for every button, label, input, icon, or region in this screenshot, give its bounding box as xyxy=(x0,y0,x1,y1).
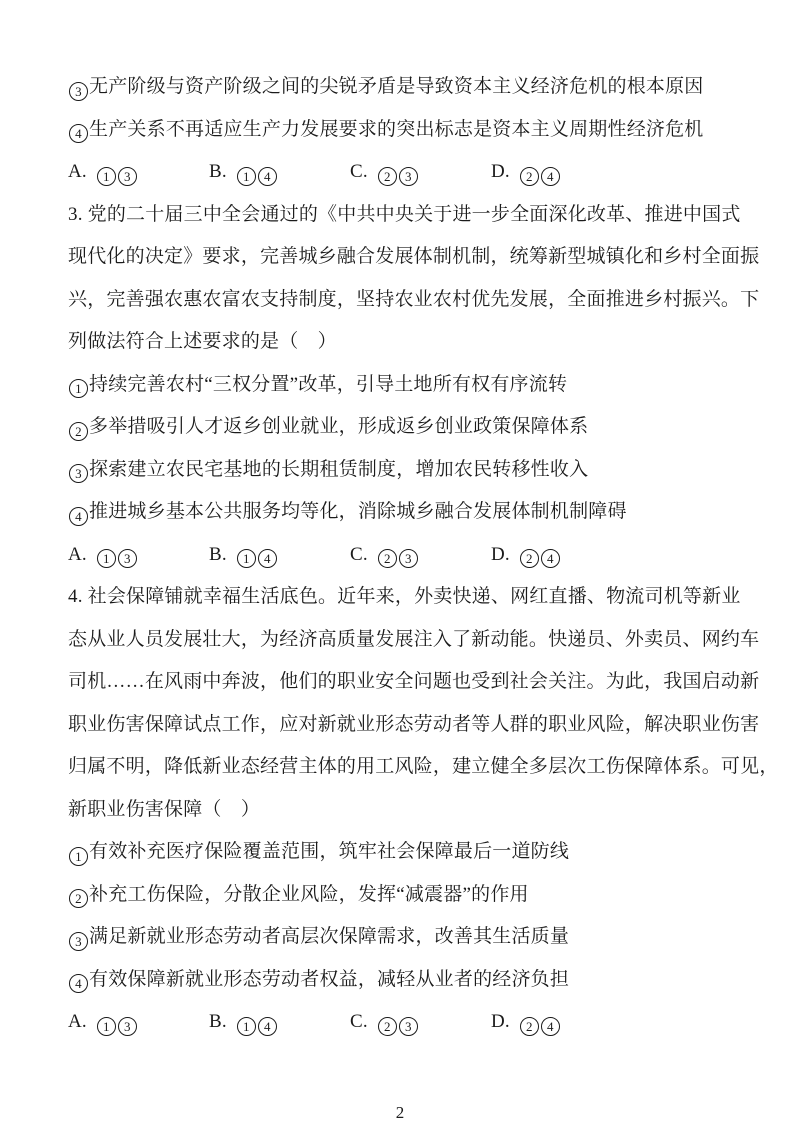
circled-number: 1 xyxy=(97,167,116,186)
choice-label: A. xyxy=(68,543,87,565)
choice-item xyxy=(491,151,561,194)
circled-number: 4 xyxy=(541,1017,560,1036)
circled-number: 1 xyxy=(97,549,116,568)
circled-number: 4 xyxy=(258,549,277,568)
choice-item xyxy=(350,151,491,194)
choice-label: D. xyxy=(491,543,510,565)
circled-number: 2 xyxy=(378,167,397,186)
question-stem-line: 职业伤害保障试点工作，应对新就业形态劳动者等人群的职业风险，解决职业伤害 xyxy=(68,713,760,735)
question-stem-line: 态从业人员发展壮大，为经济高质量发展注入了新动能。快递员、外卖员、网约车 xyxy=(68,628,760,650)
choice-label: D. xyxy=(491,161,510,182)
option-line: 3 无产阶级与资产阶级之间的尖锐矛盾是导致资本主义经济危机的根本原因 xyxy=(68,66,770,109)
exam-content xyxy=(68,66,779,1044)
choice-item xyxy=(209,1001,350,1044)
circled-number: 3 xyxy=(399,549,418,568)
circled-number: 4 xyxy=(69,974,88,993)
page-number: 2 xyxy=(395,1103,405,1122)
choice-label: B. xyxy=(209,543,227,565)
circled-number: 3 xyxy=(69,464,88,483)
choice-item xyxy=(491,534,561,577)
choice-label: C. xyxy=(350,1011,368,1032)
circled-number: 3 xyxy=(69,932,88,951)
circled-number: 2 xyxy=(378,1017,397,1036)
choices-row xyxy=(68,1001,770,1044)
circled-number: 2 xyxy=(378,549,397,568)
circled-number: 2 xyxy=(520,167,539,186)
circled-number: 2 xyxy=(69,422,88,441)
circled-number: 3 xyxy=(69,82,88,101)
choice-label: C. xyxy=(350,543,368,565)
choice-label: D. xyxy=(491,1011,510,1032)
circled-number: 3 xyxy=(399,167,418,186)
choice-item xyxy=(350,1001,491,1044)
question-stem-line: 归属不明，降低新业态经营主体的用工风险，建立健全多层次工伤保障体系。可见， xyxy=(68,756,779,777)
choice-label: A. xyxy=(68,161,87,182)
question-stem-line: 现代化的决定》要求，完善城乡融合发展体制机制，统筹新型城镇化和乡村全面振 xyxy=(68,246,760,267)
circled-number: 1 xyxy=(237,1017,256,1036)
circled-number: 4 xyxy=(541,167,560,186)
question-stem-line: 4. 社会保障铺就幸福生活底色。近年来，外卖快递、网红直播、物流司机等新业 xyxy=(68,586,741,607)
choice-item xyxy=(491,1001,561,1044)
circled-number: 1 xyxy=(69,379,88,398)
option-line: 1 持续完善农村“三权分置”改革，引导土地所有权有序流转 xyxy=(68,364,770,407)
choice-item xyxy=(68,151,209,194)
choice-label: A. xyxy=(68,1011,87,1032)
circled-number: 4 xyxy=(258,1017,277,1036)
option-line: 4 有效保障新就业形态劳动者权益，减轻从业者的经济负担 xyxy=(68,959,770,1002)
option-line: 4 推进城乡基本公共服务均等化，消除城乡融合发展体制机制障碍 xyxy=(68,491,770,534)
question-stem-line: 司机……在风雨中奔波，他们的职业安全问题也受到社会关注。为此，我国启动新 xyxy=(68,671,760,692)
circled-number: 4 xyxy=(69,507,88,526)
choice-label: C. xyxy=(350,161,368,182)
choices-row xyxy=(68,534,770,577)
choice-label: B. xyxy=(209,161,227,182)
circled-number: 4 xyxy=(69,124,88,143)
circled-number: 3 xyxy=(118,549,137,568)
circled-number: 3 xyxy=(118,167,137,186)
option-line: 2 多举措吸引人才返乡创业就业，形成返乡创业政策保障体系 xyxy=(68,406,770,449)
choice-item xyxy=(68,534,209,577)
option-line: 1 有效补充医疗保险覆盖范围，筑牢社会保障最后一道防线 xyxy=(68,831,770,874)
circled-number: 2 xyxy=(520,549,539,568)
question-stem-line: 列做法符合上述要求的是（ ） xyxy=(68,331,337,352)
circled-number: 1 xyxy=(237,549,256,568)
choice-item xyxy=(209,534,350,577)
option-line: 2 补充工伤保险，分散企业风险，发挥“减震器”的作用 xyxy=(68,874,770,917)
circled-number: 2 xyxy=(520,1017,539,1036)
choice-item xyxy=(350,534,491,577)
circled-number: 4 xyxy=(258,167,277,186)
circled-number: 3 xyxy=(118,1017,137,1036)
option-line: 3 探索建立农民宅基地的长期租赁制度，增加农民转移性收入 xyxy=(68,449,770,492)
question-stem-line: 3. 党的二十届三中全会通过的《中共中央关于进一步全面深化改革、推进中国式 xyxy=(68,203,741,225)
question-stem-line: 新职业伤害保障（ ） xyxy=(68,798,261,820)
circled-number: 1 xyxy=(69,847,88,866)
choice-item xyxy=(209,151,350,194)
choice-label: B. xyxy=(209,1011,227,1032)
circled-number: 2 xyxy=(69,889,88,908)
circled-number: 1 xyxy=(237,167,256,186)
circled-number: 3 xyxy=(399,1017,418,1036)
option-line: 3 满足新就业形态劳动者高层次保障需求，改善其生活质量 xyxy=(68,916,770,959)
choice-item xyxy=(68,1001,209,1044)
circled-number: 4 xyxy=(541,549,560,568)
option-line: 4 生产关系不再适应生产力发展要求的突出标志是资本主义周期性经济危机 xyxy=(68,109,770,152)
question-stem-line: 兴，完善强农惠农富农支持制度，坚持农业农村优先发展，全面推进乡村振兴。下 xyxy=(68,288,760,310)
circled-number: 1 xyxy=(97,1017,116,1036)
choices-row xyxy=(68,151,770,194)
